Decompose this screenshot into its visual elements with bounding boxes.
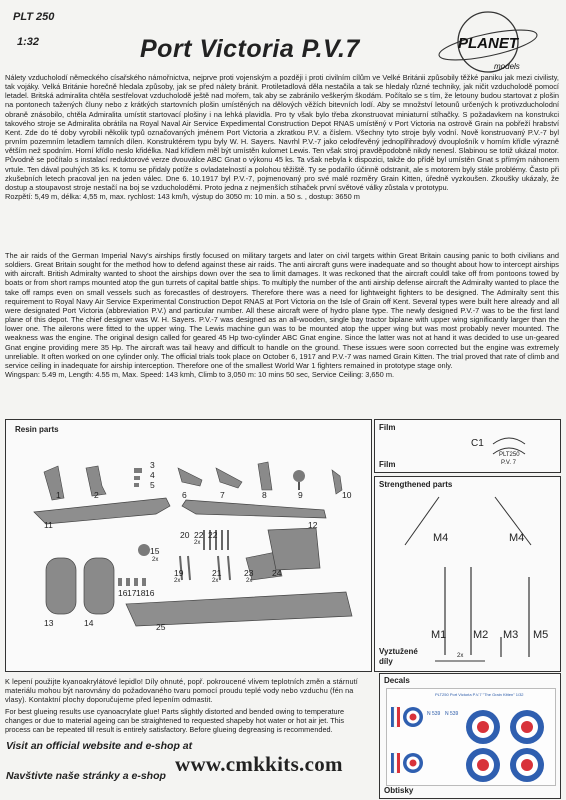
- page-title: Port Victoria P.V.7: [140, 35, 360, 63]
- website-link[interactable]: www.cmkkits.com: [175, 752, 343, 776]
- strengthened-label: M2: [473, 629, 489, 641]
- visit-website-text: Visit an official website and e-shop at: [6, 740, 193, 752]
- part-label: 25: [156, 622, 166, 632]
- part-label: 20: [180, 530, 190, 540]
- specs-cz: Rozpětí: 5,49 m, délka: 4,55 m, max. rychlost: 143 km/h, výstup do 3050 m: 10 min. a 50 s. , dostup: 3650 m: [5, 192, 360, 202]
- planet-models-logo: [436, 8, 546, 78]
- film-part-label: C1: [471, 438, 484, 449]
- glue-note-en: For best glueing results use cyanoacrylate glue! Parts slightly distorted and bended owing to temperature changes or due to material ageing can be straightened to requested shapeby hot water or hot air jet. This process can be repeated till result is entirely satisfactory. Before glueing degreasing is recommended.: [5, 707, 345, 734]
- strengthened-title-cz: Vyztužené díly: [379, 647, 418, 666]
- part-label: 2: [94, 490, 99, 500]
- part-label: 17: [127, 588, 137, 598]
- decal-sheet-caption: PLT250 Port Victoria P.V.7 "The Grain Kitten" 1/32: [435, 692, 524, 697]
- part-label: 16: [118, 588, 128, 598]
- strengthened-label: M3: [503, 629, 519, 641]
- part-label: 2x: [212, 578, 219, 584]
- part-label: 7: [220, 490, 225, 500]
- part-label: 1: [56, 490, 61, 500]
- part-label: 12: [308, 520, 318, 530]
- part-label: 11: [44, 520, 53, 530]
- part-label: 19: [174, 568, 184, 578]
- roundel-decals: [387, 689, 555, 785]
- decal-serial: N 539: [445, 711, 459, 717]
- part-label: 2x: [246, 578, 253, 584]
- decal-sheet: [386, 688, 556, 786]
- visit-website-text-cz: Navštivte naše stránky a e-shop: [6, 770, 166, 782]
- part-label: 2x: [152, 557, 159, 563]
- part-label: 21: [212, 568, 222, 578]
- kit-code: PLT 250: [13, 11, 55, 23]
- resin-parts-title: Resin parts: [15, 425, 59, 434]
- part-label: 10: [342, 490, 352, 500]
- part-label: 16: [145, 588, 155, 598]
- part-label: 24: [272, 568, 282, 578]
- history-text-en: [5, 251, 559, 379]
- film-code: PLT250: [499, 452, 520, 458]
- part-label: 2x: [174, 578, 181, 584]
- part-label: 15: [150, 546, 160, 556]
- strengthened-label: 2x: [457, 653, 464, 659]
- film-panel: [374, 419, 561, 473]
- strengthened-label: M4: [433, 532, 449, 544]
- decals-title: Decals: [384, 676, 410, 685]
- decals-title-cz: Obtisky: [384, 786, 414, 795]
- part-label: 13: [44, 618, 54, 628]
- kit-scale: 1:32: [17, 36, 40, 48]
- decal-serial: N 539: [427, 711, 441, 717]
- film-title: Film: [379, 423, 396, 432]
- part-label: 6: [182, 490, 187, 500]
- part-label: 2x: [194, 540, 201, 546]
- strengthened-parts-panel: [374, 476, 561, 672]
- part-label: 9: [298, 490, 303, 500]
- logo-text: PLANET: [458, 35, 518, 52]
- strengthened-label: M5: [533, 629, 549, 641]
- part-label: 18: [136, 588, 146, 598]
- film-name: P.V. 7: [501, 460, 517, 466]
- resin-parts-drawing: [6, 420, 371, 671]
- part-label: 14: [84, 618, 94, 628]
- strengthened-label: M1: [431, 629, 447, 641]
- history-paragraph-cz: Nálety vzducholodí německého císařského námořnictva, nejprve proti vojenským a později i proti civilním cílům ve Velké Británii způsobily těžké paniku jak mezi civilisty, tak vojáky. Velká Británie horečně hledala způsoby, jak se před nálety bránit. Protiletadlová děla nestačila a tak se hledaly různé techniky, jak ničit vzducholodě pomocí letadel. Britská admiralita chtěla sestřelovat vzducholodě ještě nad mořem, tak aby se zabránilo veškerým škodám. Počítalo se s tím, že letouny budou startovat z plošin na pontonech tažených čluny nebo z krátkých startovních plošin umístěných na dělových věžích bitevních lodí. Aby se množství letounů určených k protivzducholodní obraně znásobilo, chtěla Admiralita umístit startovací plošiny i na lehká plavidla. Pro ty však bylo třeba zkonstruovat miniaturní stíhačky. S požadavkem na konstrukci takového stroje se Admiralita obrátila na Royal Naval Air Service Expedimental Construction Depot RNAS umístěný v Port Victoria na ostrově Grain na pobřeží hrabství Kent. Zde do té doby vyrobili několik typů označovaných jménem Port Victoria a zkratkou P.V. a číslem. Všechny tyto stroje byly vodní. Nově konstruovaný P.V.-7 byl prvním pozemním letadlem tamních dílen. Konstruktérem typu byly W. H. Sayers. Navrhl P.V.-7 jako celodřevěný jednoplřihradový dvouplošník v horním křídle výrazně větším než spodním. Horní křídlo neslo křidélka. Nad křídlem měl být umístěn kulomet Lewis. Ten však stroj pravděpodobně nikdy nenesl. Slabinou se totiž ukázal motor. Původně se počítalo s instalací reduktorové verze dvouválce ABC Gnat o výkonu 45 ks. Ta však nebyla k dispozici, takže do přídě byl umístěn Gnat s přímým náhonem vrtule. Ten dával pouhých 35 ks. K tomu se přidaly potíže s ovladatelností a polohou těžiště. Ty se podařilo účinně odstranit, ale s motorem byly stále problémy. Často při zkušebních letech pracoval jen na jeden válec. Dne 6. 10.1917 byl P.V.-7, pojmenovaný pro své malé rozměry Grain Kitten, úředně vyzkoušen. Zkoušky ukázaly, že dostup a stoupavost stroje nestačí na boj se vzducholoděmi. Proto jedna z nejmenších stíhaček první světové války zůstala v prototypu.: [5, 73, 559, 192]
- part-label: 3: [150, 460, 155, 470]
- strengthened-title: Strengthened parts: [379, 480, 453, 489]
- specs-en: Wingspan: 5.49 m, Length: 4.55 m, Max. Speed: 143 kmh, Climb to 3,050 m: 10 mins 50 sec, Service Ceiling: 3,650 m.: [5, 370, 395, 380]
- history-paragraph-en: The air raids of the German Imperial Navy's airships firstly focused on military targets and later on civil targets within Great Britain causing panic to both civilians and soldiers. Great Britain sought for the method how to defend against these air raids. The anti aircraft guns were inadequate and so thought about how to intercept airships with aircraft. British Admiralty wanted to shoot the airships down over the sea to limit damages. It was reckoned that the aircraft couldl take off from pontoons towed by boats or from short ramps mounted atop the gun turrets of capital battle ships. To multiply the number of the anti airship defense aircraft the Admiralty wanted to place the take off ramps even on small vessels such as forecastles of destroyers. Therefore there was a need for lightweight fighters to be designed. The Admiralty sent this requirement to Royal Navy Air Service Experimental Construction Depot RNAS at Port Victoria on the Isle of Grain off Kent. Several types were built here already and all were designated Port Victoria (abbreviation P.V.) and particular number. All these aircraft were of hydro plane type. The newly designed P.V.-7 was to be the first land plane of this depot. The chief designer was W. H. Sayers. P.V.-7 was designed as an all-wooden, single bay tractor biplane with upper wing significantly larger than the lower one. The ailerons were fitted to the upper wing. The Lewis machine gun was to be mounted atop the upper wing but was most probably never mounted. The weakness was the engine. The original design called for geared 45 Hp two-cylinder ABC Gnat engine. Since the latter was not at hand it was decided to use un-geared Gnat engine providing mere 35 Hp. The aircraft was tail heavy and difficult to handle on the ground. These issues were soon corrected but the engine was extremely unreliable. It often worked on one cylinder only. The official trials took place on October 6, 1917 and P.V.-7 was named Grain Kitten. The trial proved that rate of climb and service ceiling in inadequate for airship interception. Therefore one of the smallest World War 1 fighters remained in prototype stage only.: [5, 251, 559, 370]
- history-text-cz: [5, 73, 559, 201]
- logo-subtext: models: [494, 62, 520, 71]
- strengthened-parts-drawing: [375, 477, 560, 671]
- part-label: 5: [150, 480, 155, 490]
- part-label: 4: [150, 470, 155, 480]
- strengthened-label: M4: [509, 532, 525, 544]
- part-label: 22: [194, 530, 204, 540]
- part-label: 8: [262, 490, 267, 500]
- resin-parts-panel: [5, 419, 372, 672]
- part-label: 23: [244, 568, 254, 578]
- part-label: 22: [208, 530, 218, 540]
- glue-note-cz: K lepení použijte kyanoakrylátové lepidlo! Díly ohnuté, popř. pokroucené vlivem teplotních změn a stárnutí materiálu mohou být narovnány do požadovaného tvaru pomocí proudu teplé vody nebo vzduchu (fén na vlasy). Kontaktní plochy doporučujeme před lepením odmastit.: [5, 677, 358, 704]
- decals-panel: [379, 673, 561, 799]
- film-title-bottom: Film: [379, 460, 396, 469]
